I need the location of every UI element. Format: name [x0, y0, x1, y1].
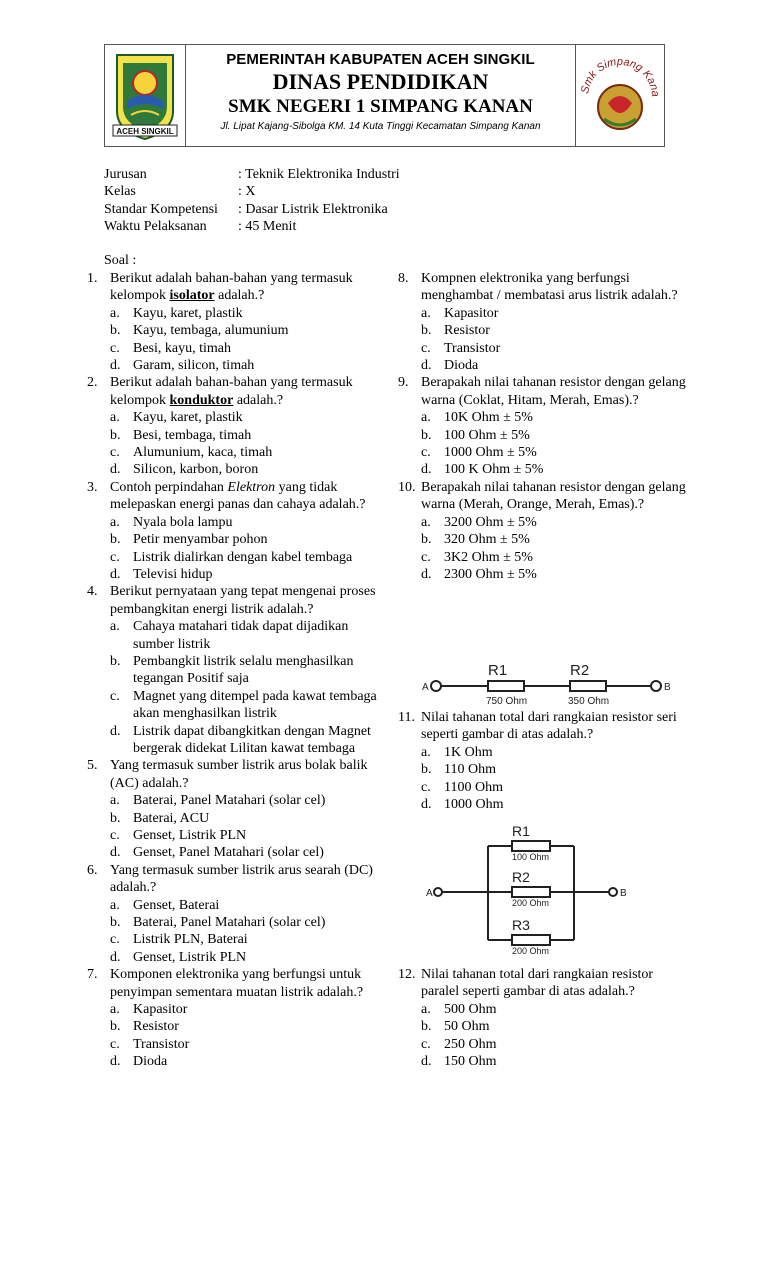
- left-column: [87, 270, 377, 1071]
- option-10a[interactable]: [398, 514, 688, 531]
- letterhead-text: [185, 45, 576, 146]
- parallel-r3-name: R3: [512, 917, 530, 933]
- question-text: Genset, Listrik PLN: [133, 828, 247, 843]
- soal-label: Soal :: [104, 253, 137, 268]
- option-letter: d.: [421, 462, 432, 478]
- option-letter: a.: [421, 305, 431, 321]
- question-text: adalah.?: [214, 288, 265, 304]
- parallel-r2-value: 200 Ohm: [512, 898, 550, 908]
- option-letter: d.: [110, 949, 121, 965]
- parallel-terminal-b: [609, 888, 617, 896]
- smk-simpang-kanan-logo: [576, 45, 664, 146]
- question-text: Silicon, karbon, boron: [133, 462, 259, 478]
- question-stem: [398, 479, 688, 514]
- option-letter: c.: [421, 445, 431, 461]
- option-letter: d.: [110, 462, 121, 478]
- question-stem: [398, 270, 688, 305]
- right-logo-cell: [575, 45, 664, 146]
- series-circuit-diagram: [420, 658, 678, 706]
- option-letter: c.: [421, 549, 431, 565]
- question-text: 500 Ohm: [444, 1001, 497, 1017]
- series-terminal-a: [431, 681, 441, 691]
- option-4d[interactable]: [87, 723, 377, 758]
- option-5b[interactable]: [87, 810, 377, 827]
- option-10b[interactable]: [398, 531, 688, 548]
- option-6b[interactable]: [87, 914, 377, 931]
- parallel-label-b: B: [620, 888, 627, 899]
- option-2c[interactable]: [87, 444, 377, 461]
- question-text: adalah.?: [233, 392, 284, 408]
- question-text: 1000 Ohm: [444, 797, 504, 813]
- question-text: 1100 Ohm: [444, 779, 503, 795]
- option-5d[interactable]: [87, 844, 377, 861]
- question-text: Cahaya matahari tidak dapat dijadikan sumber listrik: [133, 619, 349, 652]
- question-text: Televisi hidup: [133, 566, 213, 582]
- question-5: [87, 757, 377, 861]
- option-letter: c.: [421, 779, 431, 795]
- info-row-standar-kompetensi: Standar Kompetensi : Dasar Listrik Elektronika: [104, 201, 388, 217]
- info-row-waktu: Waktu Pelaksanan : 45 Menit: [104, 219, 297, 235]
- question-number: 1.: [87, 271, 98, 286]
- option-letter: b.: [421, 1019, 432, 1035]
- question-text: 100 Ohm ± 5%: [444, 427, 530, 443]
- option-letter: a.: [110, 897, 120, 913]
- question-text: Berikut adalah bahan-bahan yang termasuk kelompok: [110, 375, 353, 408]
- question-stem: [398, 709, 688, 744]
- option-letter: b.: [110, 653, 121, 669]
- option-letter: a.: [110, 1002, 120, 1018]
- option-9a[interactable]: [398, 409, 688, 426]
- question-text: Nyala bola lampu: [133, 514, 233, 530]
- option-2b[interactable]: [87, 427, 377, 444]
- option-1c[interactable]: [87, 340, 377, 357]
- question-10: [398, 479, 688, 583]
- option-letter: c.: [421, 340, 431, 356]
- question-text: 150 Ohm: [444, 1054, 497, 1070]
- question-text: 1000 Ohm ± 5%: [444, 445, 537, 461]
- term-isolator: isolator: [169, 288, 215, 304]
- question-text: 1K Ohm: [444, 744, 493, 760]
- question-text: Dioda: [133, 1054, 168, 1070]
- series-label-a: A: [422, 682, 429, 693]
- question-2: [87, 374, 377, 478]
- question-11: [398, 709, 688, 813]
- parallel-circuit-diagram: [420, 820, 640, 960]
- option-8d[interactable]: [398, 357, 688, 374]
- question-text: 100 K Ohm ± 5%: [444, 462, 544, 478]
- option-letter: a.: [110, 305, 120, 321]
- option-7c[interactable]: [87, 1036, 377, 1053]
- option-letter: c.: [110, 549, 120, 565]
- right-column-lower-2: [398, 966, 688, 1070]
- question-4: [87, 583, 377, 757]
- school-address: Jl. Lipat Kajang-Sibolga KM. 14 Kuta Tinggi Kecamatan Simpang Kanan: [220, 121, 541, 132]
- option-4a[interactable]: [87, 618, 377, 653]
- question-text: Berapakah nilai tahanan resistor dengan gelang warna (Coklat, Hitam, Merah, Emas).?: [421, 375, 686, 408]
- question-text: Listrik dialirkan dengan kabel tembaga: [133, 549, 353, 565]
- option-3d[interactable]: [87, 566, 377, 583]
- question-text: Listrik dapat dibangkitkan dengan Magnet bergerak didekat Lilitan kawat tembaga: [133, 723, 371, 756]
- question-stem: [87, 583, 377, 618]
- option-letter: a.: [421, 514, 431, 530]
- question-text: Alumunium, kaca, timah: [133, 445, 273, 461]
- question-3: [87, 479, 377, 583]
- left-logo-cell: [105, 45, 186, 146]
- option-1a[interactable]: [87, 305, 377, 322]
- question-number: 6.: [87, 862, 98, 878]
- question-stem: [87, 270, 377, 305]
- question-number: 11.: [398, 710, 415, 725]
- option-8a[interactable]: [398, 305, 688, 322]
- question-text: Baterai, Panel Matahari (solar cel): [133, 915, 326, 931]
- question-number: 4.: [87, 584, 98, 600]
- question-number: 9.: [398, 375, 409, 391]
- option-letter: b.: [110, 323, 121, 339]
- question-text: Contoh perpindahan: [110, 479, 228, 495]
- question-text: Baterai, Panel Matahari (solar cel): [133, 793, 326, 809]
- option-letter: a.: [421, 1001, 431, 1017]
- question-text: 3200 Ohm ± 5%: [444, 514, 537, 530]
- option-letter: a.: [110, 793, 120, 809]
- question-number: 7.: [87, 967, 98, 983]
- right-column-lower-1: [398, 709, 688, 813]
- option-12b[interactable]: [398, 1018, 688, 1035]
- exam-info: [104, 166, 400, 236]
- series-r2-value: 350 Ohm: [568, 696, 610, 706]
- option-6a[interactable]: [87, 897, 377, 914]
- question-text: Yang termasuk sumber listrik arus bolak balik (AC) adalah.?: [110, 758, 368, 791]
- question-text: Berikut adalah bahan-bahan yang termasuk kelompok: [110, 271, 353, 304]
- series-r1-value: 750 Ohm: [486, 696, 528, 706]
- option-letter: a.: [110, 619, 120, 635]
- option-letter: d.: [110, 1054, 121, 1070]
- info-row-kelas: Kelas : X: [104, 184, 256, 200]
- question-stem: [87, 862, 377, 897]
- option-3a[interactable]: [87, 514, 377, 531]
- question-6: [87, 862, 377, 966]
- option-4c[interactable]: [87, 688, 377, 723]
- option-letter: c.: [421, 1036, 431, 1052]
- series-resistor-r1: [488, 681, 524, 691]
- question-text: Transistor: [133, 1036, 190, 1052]
- question-text: Kapasitor: [133, 1002, 188, 1018]
- option-5c[interactable]: [87, 827, 377, 844]
- question-text: Genset, Baterai: [133, 897, 220, 913]
- question-text: Genset, Panel Matahari (solar cel): [133, 845, 324, 861]
- question-text: Petir menyambar pohon: [133, 532, 268, 548]
- option-7a[interactable]: [87, 1001, 377, 1018]
- left-logo-label: ACEH SINGKIL: [116, 127, 174, 136]
- option-2a[interactable]: [87, 409, 377, 426]
- option-letter: c.: [110, 1036, 120, 1052]
- option-6d[interactable]: [87, 949, 377, 966]
- question-stem: [87, 757, 377, 792]
- option-7d[interactable]: [87, 1053, 377, 1070]
- question-text: Berapakah nilai tahanan resistor dengan gelang warna (Merah, Orange, Merah, Emas).?: [421, 479, 686, 513]
- question-text: Kapasitor: [444, 305, 499, 321]
- question-text: Dioda: [444, 358, 479, 374]
- question-text: 250 Ohm: [444, 1036, 497, 1052]
- option-5a[interactable]: [87, 792, 377, 809]
- option-letter: d.: [421, 1054, 432, 1070]
- option-9c[interactable]: [398, 444, 688, 461]
- question-text: Magnet yang ditempel pada kawat tembaga akan menghasilkan listrik: [133, 688, 377, 722]
- question-text: Nilai tahanan total dari rangkaian resistor paralel seperti gambar di atas adalah.?: [421, 967, 654, 1000]
- question-text: Berikut pernyataan yang tepat mengenai proses pembangkitan energi listrik adalah.?: [110, 584, 376, 617]
- option-2d[interactable]: [87, 461, 377, 478]
- question-1: [87, 270, 377, 374]
- parallel-resistor-r3: [512, 935, 550, 945]
- option-letter: c.: [110, 688, 120, 704]
- option-10c[interactable]: [398, 549, 688, 566]
- question-text: Komponen elektronika yang berfungsi untuk penyimpan sementara muatan listrik adalah.?: [110, 967, 364, 1000]
- option-1d[interactable]: [87, 357, 377, 374]
- option-letter: a.: [110, 514, 120, 530]
- option-3c[interactable]: [87, 549, 377, 566]
- option-letter: b.: [421, 427, 432, 443]
- option-12a[interactable]: [398, 1001, 688, 1018]
- option-letter: b.: [110, 1019, 121, 1035]
- question-number: 12.: [398, 967, 416, 982]
- series-resistor-r2: [570, 681, 606, 691]
- option-letter: c.: [110, 340, 120, 356]
- option-4b[interactable]: [87, 653, 377, 688]
- question-text: Besi, tembaga, timah: [133, 427, 252, 443]
- question-stem: [398, 374, 688, 409]
- question-text: Listrik PLN, Baterai: [133, 932, 248, 948]
- option-3b[interactable]: [87, 531, 377, 548]
- term-elektron: Elektron: [227, 479, 276, 495]
- option-8c[interactable]: [398, 340, 688, 357]
- school-name: SMK NEGERI 1 SIMPANG KANAN: [228, 96, 533, 117]
- question-text: Kayu, tembaga, alumunium: [133, 323, 289, 339]
- term-konduktor: konduktor: [169, 392, 234, 408]
- question-text: 110 Ohm: [444, 762, 496, 778]
- parallel-resistor-r1: [512, 841, 550, 851]
- series-r1-name: R1: [488, 662, 508, 679]
- question-text: Baterai, ACU: [133, 810, 210, 826]
- question-text: Kayu, karet, plastik: [133, 305, 243, 321]
- right-logo-text: Smk Simpang Kana: [579, 55, 662, 98]
- parallel-r2-name: R2: [512, 869, 530, 885]
- right-column: [398, 270, 688, 583]
- question-number: 8.: [398, 271, 409, 286]
- option-1b[interactable]: [87, 322, 377, 339]
- question-text: 3K2 Ohm ± 5%: [444, 549, 533, 565]
- question-text: 320 Ohm ± 5%: [444, 532, 530, 548]
- aceh-singkil-logo: [105, 45, 185, 146]
- question-8: [398, 270, 688, 374]
- option-letter: a.: [421, 410, 431, 426]
- question-number: 2.: [87, 375, 98, 391]
- parallel-resistor-r2: [512, 887, 550, 897]
- question-text: Kayu, karet, plastik: [133, 410, 243, 426]
- question-7: [87, 966, 377, 1070]
- question-text: Kompnen elektronika yang berfungsi menghambat / membatasi arus listrik adalah.?: [421, 271, 678, 304]
- option-9d[interactable]: [398, 461, 688, 478]
- option-letter: d.: [421, 358, 432, 374]
- question-text: Transistor: [444, 340, 501, 356]
- option-11d[interactable]: [398, 796, 688, 813]
- option-letter: b.: [110, 427, 121, 443]
- question-text: 10K Ohm ± 5%: [444, 410, 533, 426]
- series-r2-name: R2: [570, 662, 590, 679]
- option-letter: c.: [110, 445, 120, 461]
- question-stem: [87, 966, 377, 1001]
- option-letter: b.: [421, 532, 432, 548]
- option-10d[interactable]: [398, 566, 688, 583]
- option-letter: d.: [110, 566, 121, 582]
- option-letter: b.: [421, 323, 432, 339]
- question-12: [398, 966, 688, 1070]
- option-11b[interactable]: [398, 761, 688, 778]
- option-letter: b.: [110, 532, 121, 548]
- option-letter: b.: [421, 762, 432, 778]
- question-text: Besi, kayu, timah: [133, 340, 231, 356]
- question-text: yang tidak melepaskan energi panas dan cahaya adalah.?: [110, 479, 366, 513]
- option-6c[interactable]: [87, 931, 377, 948]
- option-letter: b.: [110, 915, 121, 931]
- department-name: DINAS PENDIDIKAN: [272, 69, 489, 94]
- option-7b[interactable]: [87, 1018, 377, 1035]
- option-11a[interactable]: [398, 744, 688, 761]
- parallel-terminal-a: [434, 888, 442, 896]
- series-label-b: B: [664, 682, 671, 693]
- option-9b[interactable]: [398, 427, 688, 444]
- question-number: 10.: [398, 479, 416, 495]
- question-text: 2300 Ohm ± 5%: [444, 566, 537, 582]
- question-stem: [398, 966, 688, 1001]
- question-text: Pembangkit listrik selalu menghasilkan tegangan Positif saja: [133, 653, 354, 687]
- series-terminal-b: [651, 681, 661, 691]
- question-text: Genset, Listrik PLN: [133, 949, 247, 965]
- question-text: 50 Ohm: [444, 1019, 490, 1035]
- option-12c[interactable]: [398, 1036, 688, 1053]
- question-text: Resistor: [133, 1019, 179, 1035]
- parallel-label-a: A: [426, 888, 433, 899]
- question-9: [398, 374, 688, 478]
- option-12d[interactable]: [398, 1053, 688, 1070]
- option-letter: d.: [421, 566, 432, 582]
- question-text: Garam, silicon, timah: [133, 358, 255, 374]
- option-letter: c.: [110, 828, 120, 843]
- question-stem: [87, 479, 377, 514]
- option-letter: d.: [421, 797, 432, 813]
- parallel-r3-value: 200 Ohm: [512, 946, 550, 956]
- parallel-r1-name: R1: [512, 823, 530, 839]
- info-row-jurusan: Jurusan : Teknik Elektronika Industri: [104, 167, 400, 182]
- question-text: Yang termasuk sumber listrik arus searah (DC) adalah.?: [110, 862, 373, 896]
- option-letter: a.: [421, 744, 431, 760]
- question-text: Nilai tahanan total dari rangkaian resistor seri seperti gambar di atas adalah.?: [421, 710, 677, 743]
- option-letter: d.: [110, 845, 121, 861]
- option-11c[interactable]: [398, 779, 688, 796]
- government-name: PEMERINTAH KABUPATEN ACEH SINGKIL: [226, 51, 535, 68]
- option-8b[interactable]: [398, 322, 688, 339]
- option-letter: d.: [110, 358, 121, 374]
- option-letter: c.: [110, 932, 120, 948]
- option-letter: b.: [110, 810, 121, 826]
- question-number: 5.: [87, 758, 98, 774]
- question-number: 3.: [87, 479, 98, 495]
- question-text: Resistor: [444, 323, 490, 339]
- question-stem: [87, 374, 377, 409]
- letterhead: [104, 44, 665, 147]
- option-letter: a.: [110, 410, 120, 426]
- parallel-r1-value: 100 Ohm: [512, 852, 550, 862]
- option-letter: d.: [110, 723, 121, 739]
